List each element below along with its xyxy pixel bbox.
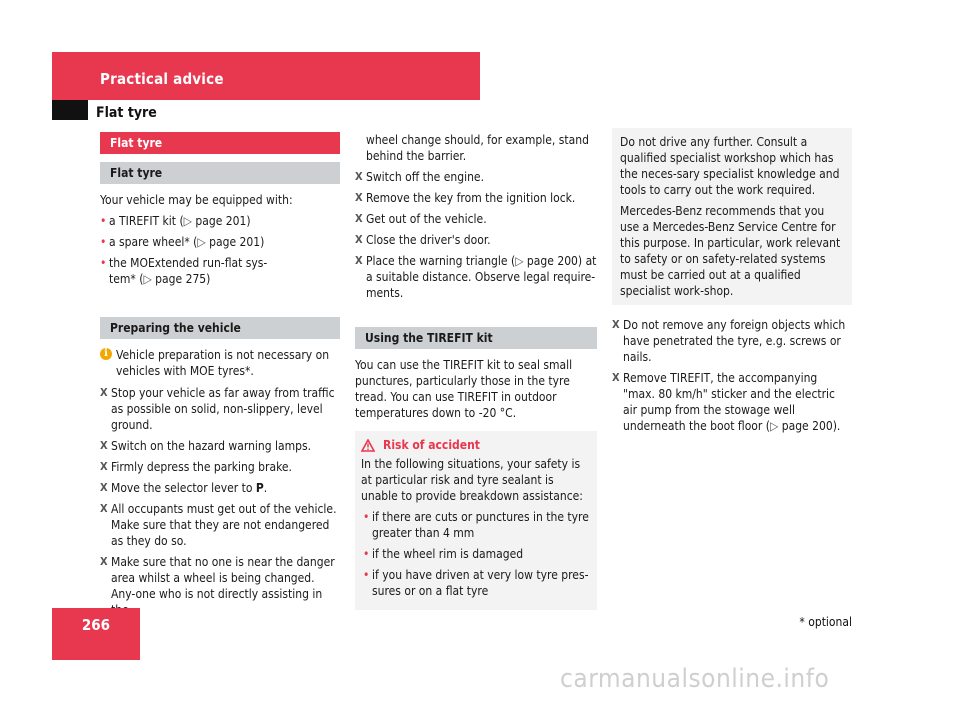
footnote: * optional	[799, 615, 852, 629]
page-ref-link[interactable]: page 200	[781, 419, 833, 433]
step-item: X Make sure that no one is near the danger area whilst a wheel is being changed. Any-one who is not directly assisting in	[100, 554, 340, 618]
subsection-title: Flat tyre	[96, 105, 157, 121]
box-paragraph: Mercedes-Benz recommends that you use a Mercedes-Benz Service Centre for this purpose. In particular, work relevant to safety or on safety-related systems must be carried out at a qualified specialist work-shop.	[620, 204, 841, 298]
step-item: X All occupants must get out of the vehicle. Make sure that they are not endangered as they do so.	[100, 501, 340, 549]
warning-list-item: • if the wheel rim is damaged	[363, 546, 591, 562]
step-item: X Get out of the vehicle.	[355, 211, 597, 227]
section-title: Practical advice	[100, 70, 224, 88]
list-item: • the MOExtended run-flat sys- tem* (▷ page 275)	[100, 255, 340, 287]
list-item: • a spare wheel* (▷ page 201)	[100, 234, 340, 250]
grey-heading-preparing: Preparing the vehicle	[100, 317, 340, 339]
grey-heading-flat-tyre: Flat tyre	[100, 162, 340, 184]
intro-text: Your vehicle may be equipped with:	[100, 193, 293, 207]
subsection-marker	[52, 100, 88, 120]
info-note: i Vehicle preparation is not necessary on vehicles with MOE tyres*.	[100, 347, 340, 379]
step-item: X Switch off the engine.	[355, 169, 597, 185]
tirefit-text: You can use the TIREFIT kit to seal small punctures, particularly those in the tyre tread. You can use TIREFIT in outdoor temperatures down to -20 °C.	[355, 358, 573, 420]
step-item: X Remove the key from the ignition lock.	[355, 190, 597, 206]
info-icon: i	[100, 348, 112, 360]
page-ref-link[interactable]: page 275	[155, 272, 207, 286]
warning-list-item: • if you have driven at very low tyre pres-sures or on a flat tyre	[363, 567, 591, 599]
grey-heading-tirefit: Using the TIREFIT kit	[355, 327, 597, 349]
step-item: X Close the driver's door.	[355, 232, 597, 248]
warning-box	[355, 431, 597, 610]
step-item: X Do not remove any foreign objects which have penetrated the tyre, e.g. screws or nails.	[612, 317, 852, 365]
step-item: X Place the warning triangle (▷ page 200) at a suitable distance. Observe legal require-ments.	[355, 253, 597, 301]
warning-list-item: • if there are cuts or punctures in the tyre greater than 4 mm	[363, 509, 591, 541]
column-3	[612, 128, 852, 439]
red-heading-flat-tyre: Flat tyre	[100, 132, 340, 154]
xref-arrow-icon: ▷	[515, 254, 527, 268]
warning-title: Risk of accident	[361, 437, 591, 453]
xref-arrow-icon: ▷	[143, 272, 156, 286]
step-item: X Stop your vehicle as far away from traffic as possible on solid, non-slippery, level ground.	[100, 385, 340, 433]
step-item: X Firmly depress the parking brake.	[100, 459, 340, 475]
watermark: carmanualsonline.info	[560, 664, 830, 694]
column-1	[100, 132, 340, 623]
page-number: 266	[81, 616, 111, 634]
xref-arrow-icon: ▷	[183, 214, 196, 228]
warning-triangle-icon	[361, 439, 375, 452]
step-item: X Switch on the hazard warning lamps.	[100, 438, 340, 454]
step-item: X Move the selector lever to P.	[100, 480, 340, 496]
column-2	[355, 132, 597, 610]
warning-box-continued	[612, 128, 852, 305]
page-ref-link[interactable]: page 201	[209, 235, 261, 249]
step-item: X Remove TIREFIT, the accompanying "max. 80 km/h" sticker and the electric air pump from the stowage well underneath the boot floor (▷ page 200).	[612, 370, 852, 434]
box-paragraph: Do not drive any further. Consult a qualified specialist workshop which has the neces-sary specialist knowledge and tools to carry out the work required.	[620, 135, 840, 197]
xref-arrow-icon: ▷	[197, 235, 210, 249]
page-ref-link[interactable]: page 201	[195, 214, 247, 228]
page-ref-link[interactable]: page 200	[526, 254, 578, 268]
warning-text: In the following situations, your safety is at particular risk and tyre sealant is unable to provide breakdown assistance:	[361, 457, 583, 503]
list-item: • a TIREFIT kit (▷ page 201)	[100, 213, 340, 229]
continuation-text: wheel change should, for example, stand behind the barrier.	[366, 133, 589, 163]
xref-arrow-icon: ▷	[769, 419, 782, 433]
